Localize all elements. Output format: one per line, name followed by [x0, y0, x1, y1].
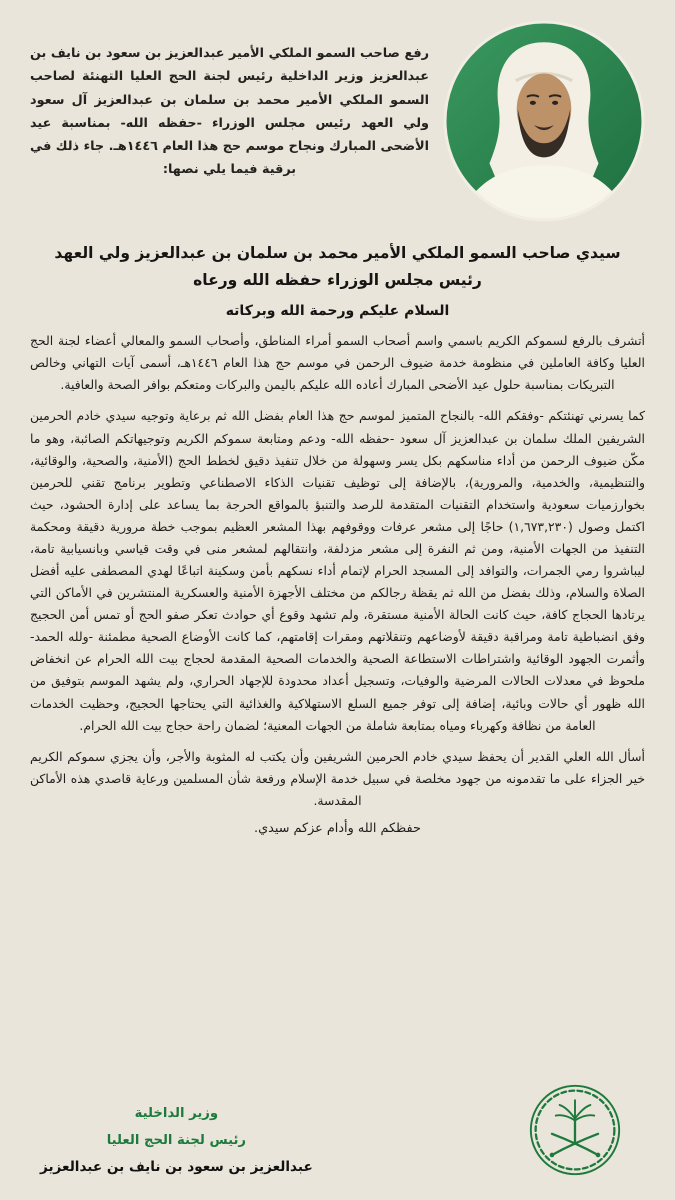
salutation-block: [30, 240, 645, 294]
body-paragraph: أتشرف بالرفع لسموكم الكريم باسمي واسم أصحاب السمو أمراء المناطق، وأصحاب السمو والمعالي أعضاء لجنة الحج العليا وكافة العاملين في منظومة خدمة ضيوف الرحمن في موسم حج هذا العام ١٤٤٦هـ، أسمى آيات التهاني وخالص التبريكات بمناسبة حلول عيد الأضحى المبارك أعاده الله عليكم باليمن والبركات ومتعكم بوافر الصحة والعافية.: [30, 333, 645, 393]
signature-block: [40, 1100, 313, 1182]
header: [30, 20, 645, 226]
signature-name: عبدالعزيز بن سعود بن نايف بن عبدالعزيز: [40, 1159, 313, 1176]
crown-prince-photo: [443, 20, 645, 226]
intro-paragraph: رفع صاحب السمو الملكي الأمير عبدالعزيز بن سعود بن نايف بن عبدالعزيز وزير الداخلية رئيس لجنة الحج العليا التهنئة لصاحب السمو الملكي الأمير محمد بن سلمان بن عبدالعزيز آل سعود ولي العهد رئيس مجلس الوزراء -حفظه الله- بمناسبة عيد الأضحى المبارك ونجاح موسم حج هذا العام ١٤٤٦هـ. جاء ذلك في برقية فيما يلي نصها:: [30, 46, 429, 178]
signature-title-hajj-committee: رئيس لجنة الحج العليا: [106, 1133, 247, 1149]
ministry-of-interior-emblem-icon: [527, 1082, 623, 1182]
footer: [30, 1082, 645, 1184]
closing-line: حفظكم الله وأدام عزكم سيدي.: [254, 820, 421, 836]
body-paragraph: كما يسرني تهنئتكم -وفقكم الله- بالنجاح المتميز لموسم حج هذا العام بفضل الله ثم برعاية وتوجيه سيدي خادم الحرمين الشريفين الملك سلمان بن عبدالعزيز آل سعود -حفظه الله- ودعم ومتابعة سموكم الكريم وتوجيهاتكم الصائبة، وهو ما مكّن ضيوف الرحمن من أداء مناسكهم بكل يسر وسهولة من خلال تنفيذ دقيق لخطط الحج (الأمنية، والصحية، والوقائية، والتنظيمية، والخدمية، والمرورية)، بالإضافة إلى توظيف تقنيات الذكاء الاصطناعي وتطوير برنامج تقني للحرمين بخوارزميات سعودية واستخدام التقنيات المتقدمة للرصد والتنبؤ بالمواقع الحرجة بما يساعد على إدارة الحشود، حيث اكتمل وصول (١,٦٧٣,٢٣٠) حاجًا إلى مشعر عرفات ووقوفهم بهذا المشعر العظيم بموجب خطة مرورية دقيقة ومحكمة التنفيذ من الجهات الأمنية، ومن ثم النفرة إلى مشعر مزدلفة، وانتقالهم لمشعر منى في وقت قياسي وبانسيابية تامة، ليباشروا رمي الجمرات، والتوافد إلى المسجد الحرام لإتمام أداء نسكهم بأمن وسكينة اتباعًا لهدي المصطفى عليه أفضل الصلاة والسلام، وذلك بفضل من الله ثم يقظة رجالكم من مختلف الأجهزة الأمنية والعسكرية المنتشرين في الأماكن التي يرتادها الحجاج كافة، حيث كانت الحالة الأمنية مستقرة، ولم تشهد وقوع أي حوادث تعكر صفو الحج أو تمس أمن الحجيج وفق انضباطية تامة ومراقبة دقيقة لأوضاعهم وتنقلاتهم ومقرات إقامتهم، كما كانت الأوضاع الصحية مطمئنة -ولله الحمد- وأثمرت الجهود الوقائية واشتراطات الاستطاعة الصحية والخدمات الصحية المقدمة لحجاج بيت الله الحرام عن انخفاض ملحوظ في معدلات الحالات المرضية والوفيات، وتسجيل أعداد محدودة للإجهاد الحراري، ولم يشهد الموسم بتوفيق من الله ظهور أي حالات وبائية، إضافة إلى توفر جميع السلع الاستهلاكية والغذائية التي يحتاجها الحجيج، وحظيت الخدمات العامة من نظافة وكهرباء ومياه بمتابعة شاملة من الجهات المعنية؛ لضمان راحة حجاج بيت الله الحرام.: [30, 408, 646, 733]
islamic-greeting: السلام عليكم ورحمة الله وبركاته: [225, 303, 450, 320]
crown-prince-portrait-icon: [443, 20, 645, 222]
statement-body: [30, 330, 645, 821]
signature-title-minister: وزير الداخلية: [134, 1106, 219, 1122]
salutation-line-1: سيدي صاحب السمو الملكي الأمير محمد بن سلمان بن عبدالعزيز ولي العهد: [54, 244, 621, 262]
body-paragraph: أسأل الله العلي القدير أن يحفظ سيدي خادم الحرمين الشريفين وأن يكتب له المثوبة والأجر، وأن يجزي سموكم الكريم خير الجزاء على ما تقدمونه من جهود مخلصة في سبيل خدمة الإسلام ورفعة شأن المسلمين ورعاية قاصدي هذه الأماكن المقدسة.: [30, 748, 645, 808]
salutation-line-2: رئيس مجلس الوزراء حفظه الله ورعاه: [193, 271, 482, 290]
